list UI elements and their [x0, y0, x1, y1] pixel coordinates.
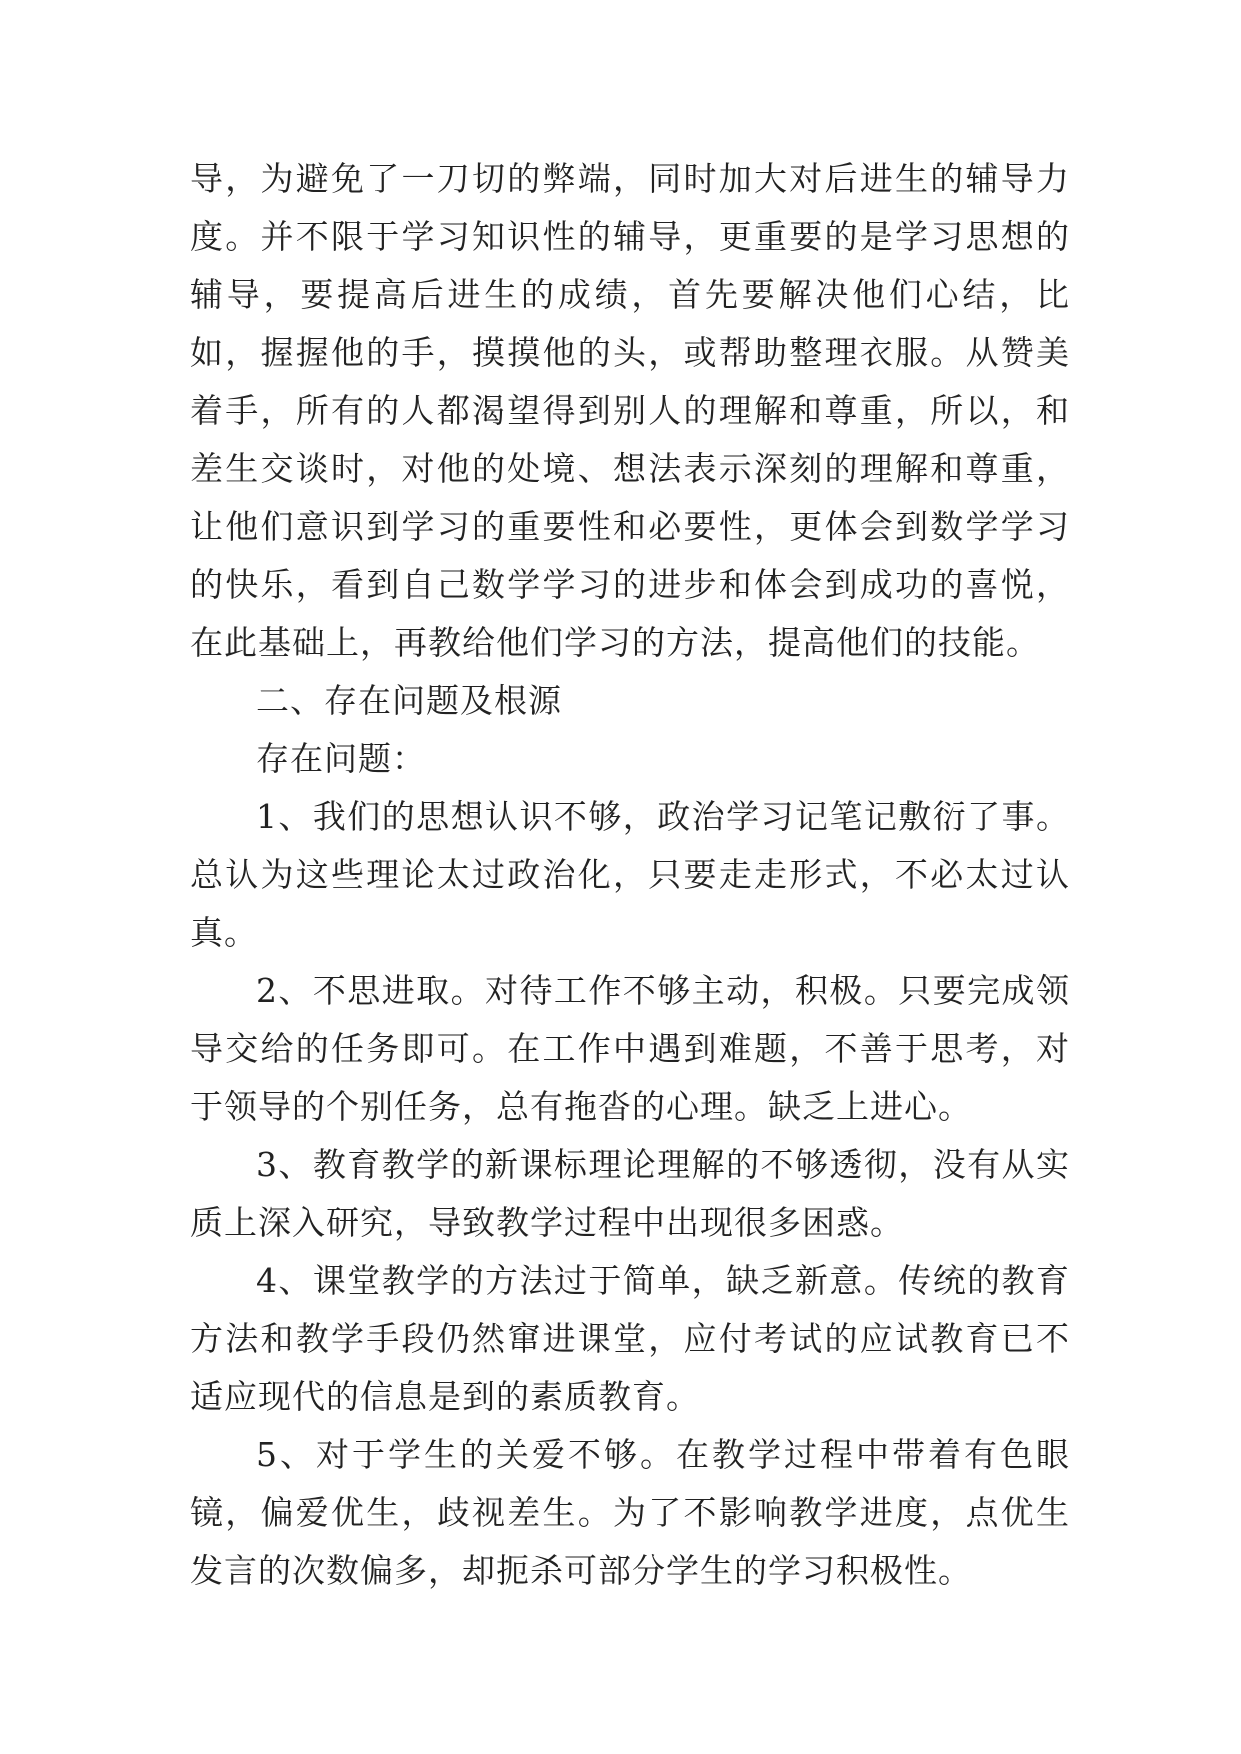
list-item: 4、课堂教学的方法过于简单，缺乏新意。传统的教育方法和教学手段仍然窜进课堂，应付考试的应试教育已不适应现代的信息是到的素质教育。 — [190, 1261, 1070, 1416]
list-item: 5、对于学生的关爱不够。在教学过程中带着有色眼镜，偏爱优生，歧视差生。为了不影响教学进度，点优生发言的次数偏多，却扼杀可部分学生的学习积极性。 — [190, 1435, 1070, 1590]
subsection-heading: 存在问题： — [256, 739, 426, 778]
document-body — [190, 150, 1070, 1600]
list-item: 3、教育教学的新课标理论理解的不够透彻，没有从实质上深入研究，导致教学过程中出现很多困惑。 — [190, 1145, 1070, 1242]
paragraph-continuation: 导，为避免了一刀切的弊端，同时加大对后进生的辅导力度。并不限于学习知识性的辅导，更重要的是学习思想的辅导，要提高后进生的成绩，首先要解决他们心结，比如，握握他的手，摸摸他的头，或帮助整理衣服。从赞美着手，所有的人都渴望得到别人的理解和尊重，所以，和差生交谈时，对他的处境、想法表示深刻的理解和尊重，让他们意识到学习的重要性和必要性，更体会到数学学习的快乐，看到自己数学学习的进步和体会到成功的喜悦，在此基础上，再教给他们学习的方法，提高他们的技能。 — [190, 159, 1070, 662]
list-item: 2、不思进取。对待工作不够主动，积极。只要完成领导交给的任务即可。在工作中遇到难题，不善于思考，对于领导的个别任务，总有拖沓的心理。缺乏上进心。 — [190, 971, 1070, 1126]
list-item: 1、我们的思想认识不够，政治学习记笔记敷衍了事。总认为这些理论太过政治化，只要走走形式，不必太过认真。 — [190, 797, 1070, 952]
section-heading: 二、存在问题及根源 — [256, 681, 562, 720]
